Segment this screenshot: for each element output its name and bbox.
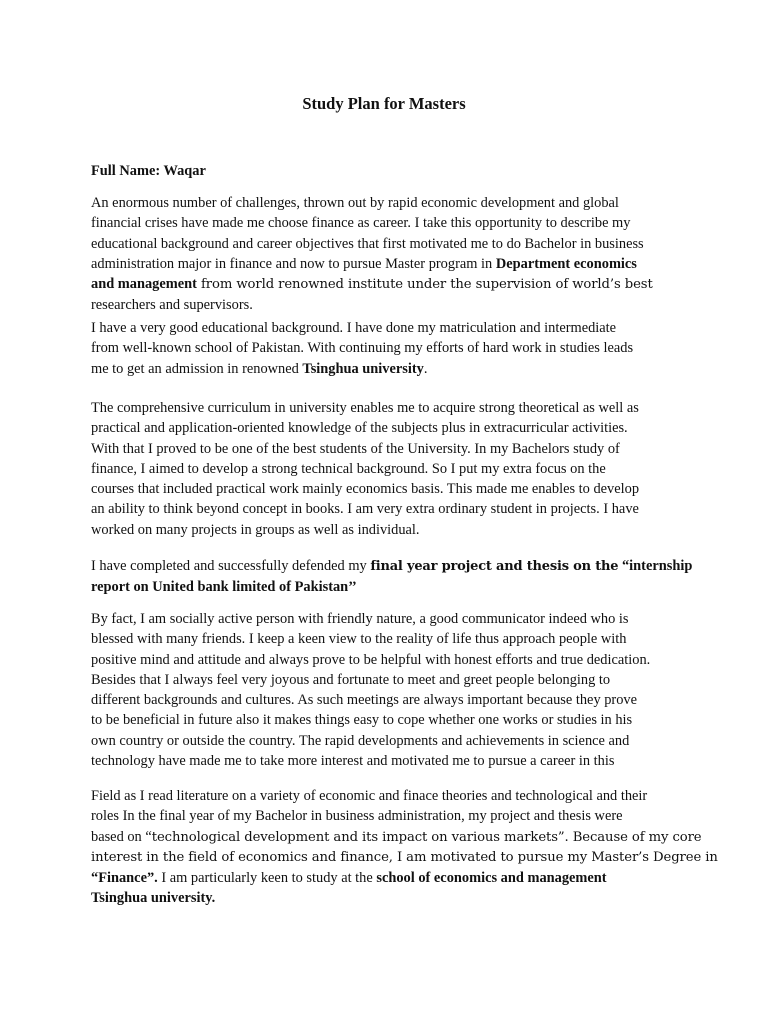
paragraph-line: finance, I aimed to develop a strong technical background. So I put my extra focus on the (91, 460, 606, 477)
bold-text-run: “internship (618, 558, 693, 574)
paragraph-line: worked on many projects in groups as well as individual. (91, 521, 420, 538)
paragraph-line: Field as I read literature on a variety of economic and finace theories and technological and their (91, 788, 648, 804)
bold-text-run: and management (91, 276, 197, 293)
paragraph-line: practical and application-oriented knowledge of the subjects plus in extracurricular activities. (91, 420, 628, 437)
paragraph-line (91, 868, 691, 888)
paragraph-line: An enormous number of challenges, thrown out by rapid economic development and global (91, 195, 619, 211)
paragraph-line: to be beneficial in future also it makes things easy to cope whether one works or studies in his (91, 712, 633, 729)
text-run: based on “ (91, 828, 152, 845)
document-title: Study Plan for Masters (302, 94, 466, 113)
text-run: technological development and its impact on various markets”. (151, 829, 569, 845)
paragraph-personality (91, 609, 691, 771)
paragraph-line: blessed with many friends. I keep a keen view to the reality of life thus approach people with (91, 631, 627, 648)
paragraph-line: own country or outside the country. The rapid developments and achievements in science and (91, 732, 630, 749)
bold-text-run: school of economics and management (376, 870, 607, 887)
paragraph-line: With that I proved to be one of the best students of the University. In my Bachelors study of (91, 440, 620, 457)
text-run: me to get an admission in renowned (91, 360, 303, 377)
text-run: Because of my core (568, 829, 702, 845)
paragraph-line (91, 254, 691, 274)
full-name-line: Full Name: Waqar (91, 163, 206, 179)
bold-text-run: Tsinghua university (302, 360, 424, 377)
paragraph-line: report on United bank limited of Pakistan’’ (91, 579, 357, 596)
text-run: administration major in finance and now to pursue Master program in (91, 255, 496, 272)
text-run: . (423, 360, 428, 377)
paragraph-line: Besides that I always feel very joyous and fortunate to meet and greet people belonging to (91, 671, 611, 688)
paragraph-line: roles In the final year of my Bachelor in business administration, my project and thesis were (91, 808, 623, 825)
text-run: I am particularly keen to study at the (157, 870, 377, 887)
text-run: from world renowned institute under the supervision of world’s best (196, 277, 653, 293)
paragraph-line: interest in the field of economics and finance, I am motivated to pursue my Master’s Degree in (91, 849, 718, 865)
paragraph-line (91, 556, 691, 577)
paragraph-line: from well-known school of Pakistan. With continuing my efforts of hard work in studies leads (91, 340, 634, 357)
text-run: I have completed and successfully defended my (91, 558, 371, 574)
paragraph-intro (91, 193, 691, 316)
bold-text-run: “Finance”. (91, 870, 158, 887)
paragraph-line: different backgrounds and cultures. As such meetings are always important because they prove (91, 692, 638, 709)
paragraph-line (91, 274, 691, 295)
paragraph-line: By fact, I am socially active person with friendly nature, a good communicator indeed who is (91, 611, 629, 627)
bold-text-run: Department economics (495, 255, 637, 272)
paragraph-line: financial crises have made me choose finance as career. I take this opportunity to describe my (91, 215, 631, 232)
paragraph-line: courses that included practical work mainly economics basis. This made me enables to develop (91, 481, 640, 498)
paragraph-line: researchers and supervisors. (91, 297, 253, 314)
paragraph-motivation (91, 786, 718, 909)
paragraph-line: technology have made me to take more interest and motivated me to pursue a career in this (91, 753, 615, 770)
paragraph-line: Tsinghua university. (91, 890, 216, 907)
paragraph-line: educational background and career objectives that first motivated me to do Bachelor in business (91, 235, 644, 252)
paragraph-line (91, 359, 691, 379)
paragraph-thesis (91, 556, 691, 598)
paragraph-line: positive mind and attitude and always prove to be helpful with honest efforts and true dedication. (91, 651, 651, 668)
paragraph-education (91, 318, 691, 379)
paragraph-line: an ability to think beyond concept in books. I am very extra ordinary student in projects. I have (91, 501, 639, 518)
paragraph-curriculum (91, 398, 691, 540)
bold-text-run: final year project and thesis on the (370, 559, 619, 574)
paragraph-line: I have a very good educational background. I have done my matriculation and intermediate (91, 320, 617, 336)
paragraph-line (91, 827, 702, 848)
paragraph-line: The comprehensive curriculum in university enables me to acquire strong theoretical as well as (91, 400, 639, 416)
